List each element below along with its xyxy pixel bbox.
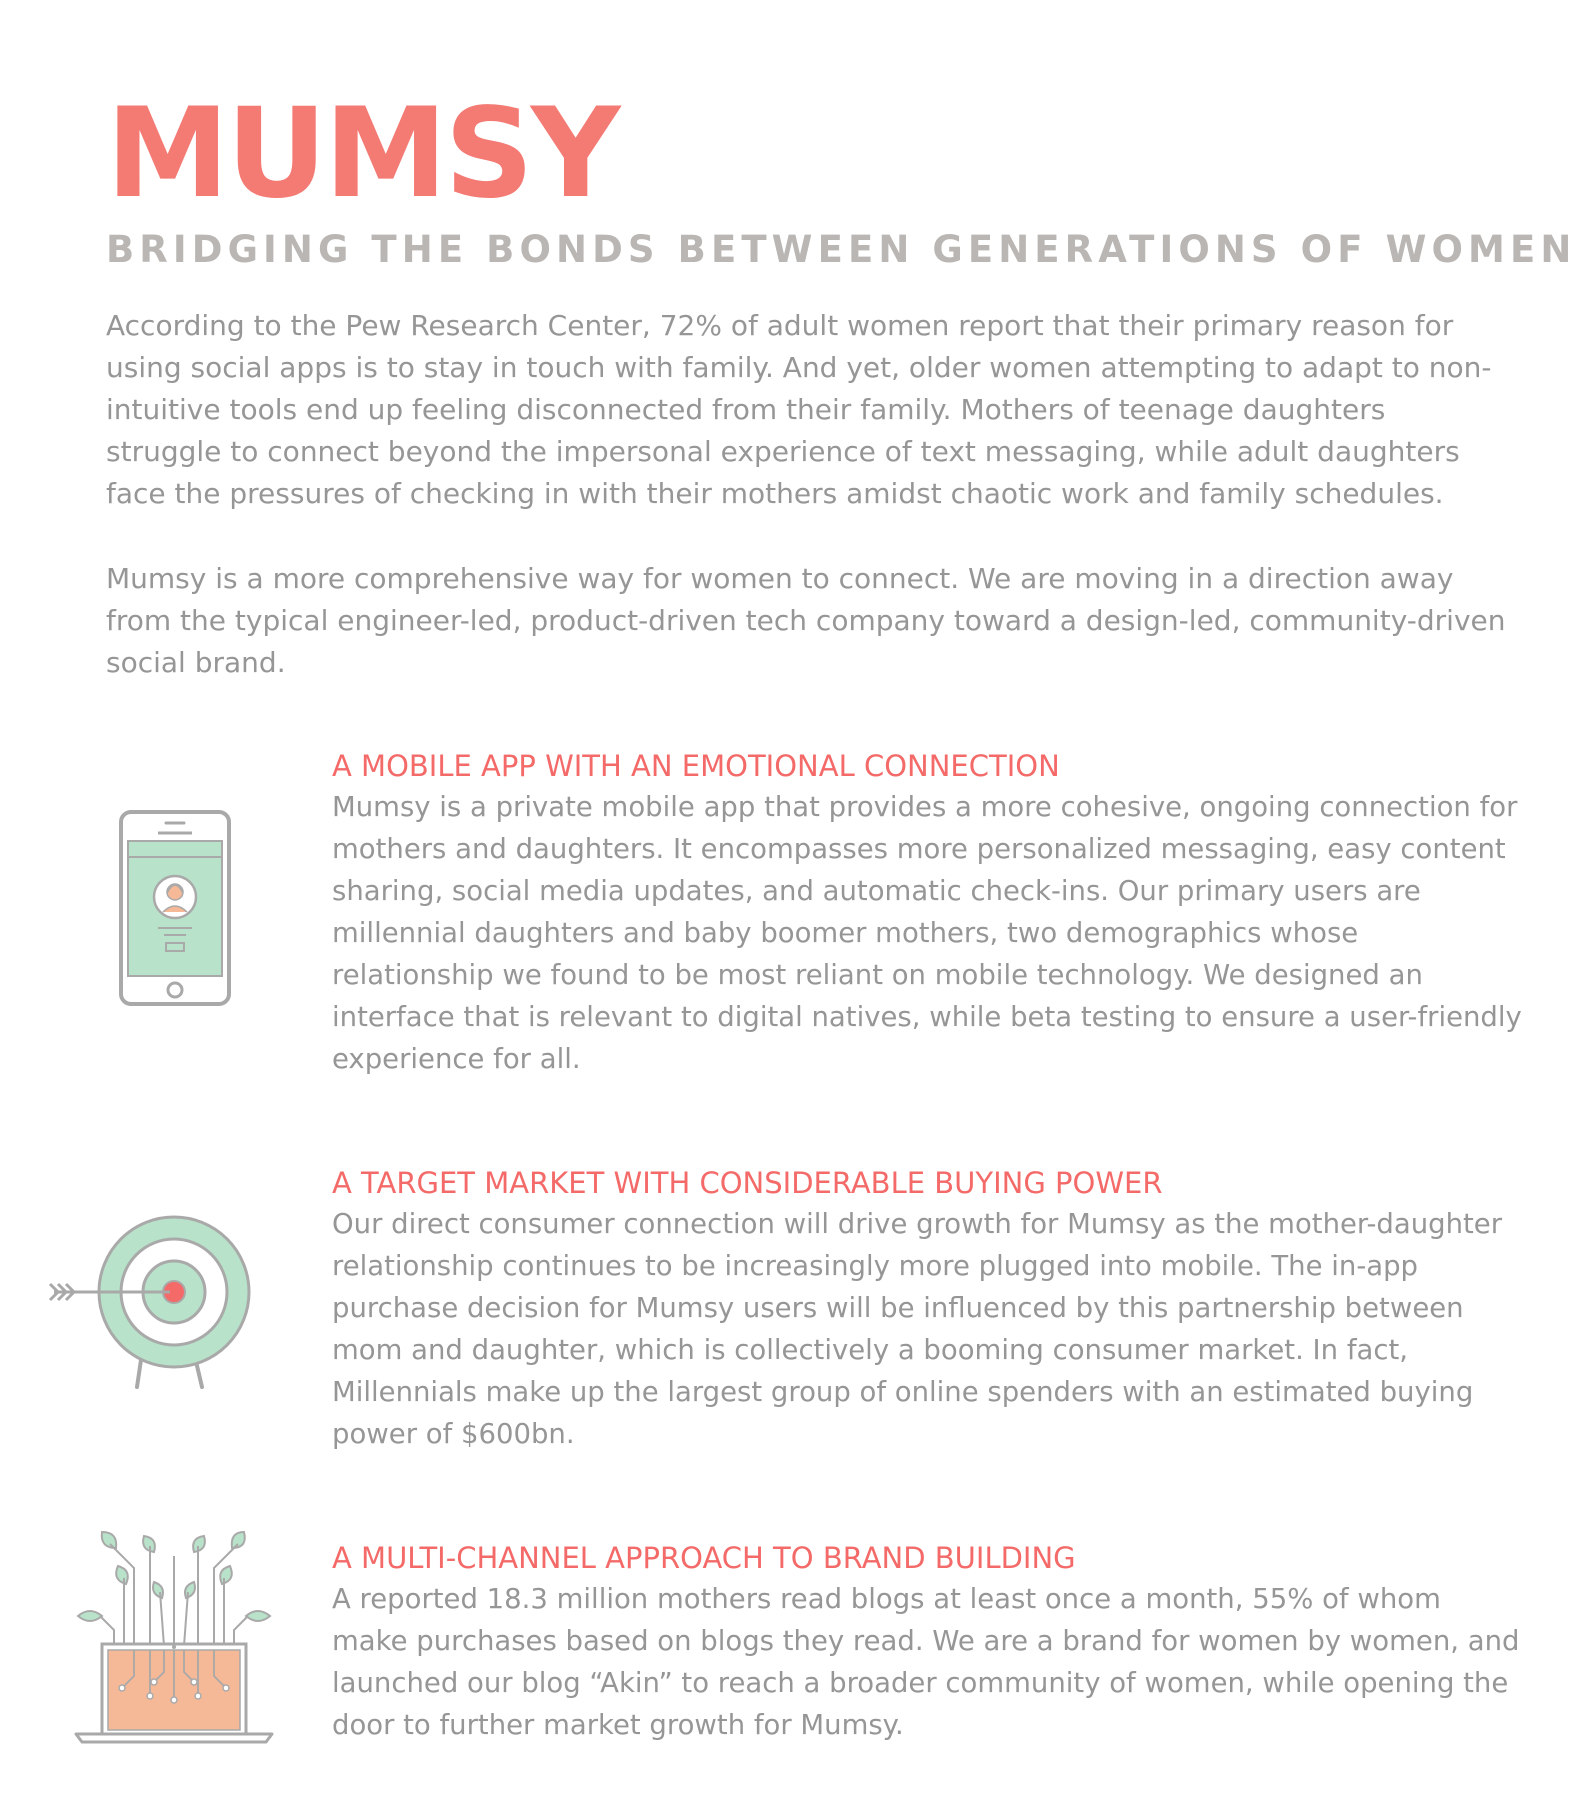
section-body: A reported 18.3 million mothers read blogs at least once a month, 55% of whom make purchases based on blogs they read. We are a brand for women by women, and launched our blog “Akin” to reach a broader community of women, while opening the door to further market growth for Mumsy. xyxy=(332,1583,1520,1741)
section-heading: A MULTI-CHANNEL APPROACH TO BRAND BUILDING xyxy=(332,1541,1076,1575)
section-heading: A TARGET MARKET WITH CONSIDERABLE BUYING POWER xyxy=(332,1166,1163,1200)
laptop-growth-icon xyxy=(74,1526,274,1756)
section-body: Our direct consumer connection will drive growth for Mumsy as the mother-daughter relationship continues to be increasingly more plugged into mobile. The in-app purchase decision for Mumsy users will be influenced by this partnership between mom and daughter, which is collectively a booming consumer market. In fact, Millennials make up the largest group of online spenders with an estimated buying power of $600bn. xyxy=(332,1208,1503,1450)
brand-title: MUMSY xyxy=(106,82,618,226)
target-icon xyxy=(44,1213,254,1393)
mobile-phone-icon xyxy=(118,809,232,1007)
section-heading: A MOBILE APP WITH AN EMOTIONAL CONNECTION xyxy=(332,749,1060,783)
tagline: BRIDGING THE BONDS BETWEEN GENERATIONS OF WOMEN xyxy=(106,228,1577,271)
intro-paragraph-1: According to the Pew Research Center, 72% of adult women report that their primary reason for using social apps is to stay in touch with family. And yet, older women attempting to adapt to non-intuitive tools end up feeling disconnected from their family. Mothers of teenage daughters struggle to connect beyond the impersonal experience of text messaging, while adult daughters face the pressures of checking in with their mothers amidst chaotic work and family schedules. xyxy=(106,309,1492,510)
section-body: Mumsy is a private mobile app that provides a more cohesive, ongoing connection for mothers and daughters. It encompasses more personalized messaging, easy content sharing, social media updates, and automatic check-ins. Our primary users are millennial daughters and baby boomer mothers, two demographics whose relationship we found to be most reliant on mobile technology. We designed an interface that is relevant to digital natives, while beta testing to ensure a user-friendly experience for all. xyxy=(332,791,1522,1075)
intro-paragraph-2: Mumsy is a more comprehensive way for women to connect. We are moving in a direction away from the typical engineer-led, product-driven tech company toward a design-led, community-driven social brand. xyxy=(106,562,1506,679)
